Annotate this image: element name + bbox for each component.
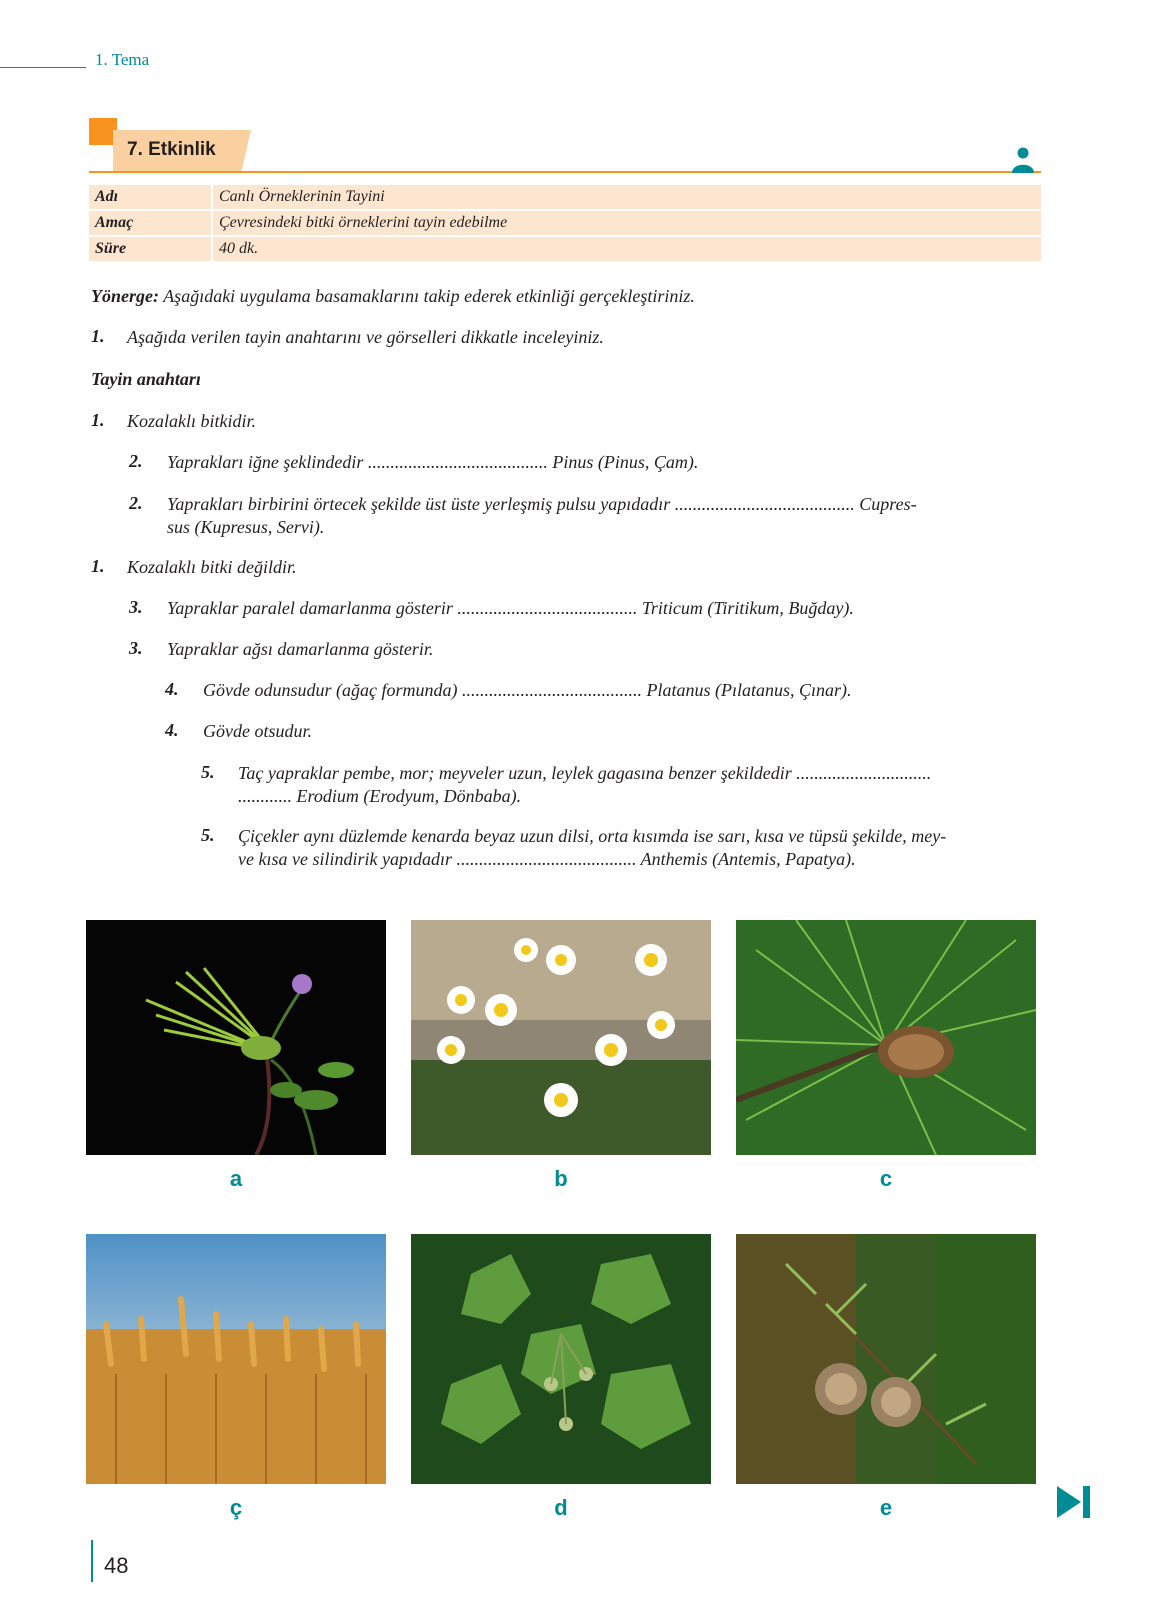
step-number: 1. [91, 326, 105, 346]
activity-marker [89, 118, 117, 145]
step-text: Aşağıda verilen tayin anahtarını ve görselleri dikkatle inceleyiniz. [127, 327, 604, 347]
key-number: 1. [91, 410, 105, 430]
key-text-cont: ............ Erodium (Erodyum, Dönbaba). [238, 786, 522, 806]
key-text: Yaprakları birbirini örtecek şekilde üst üste yerleşmiş pulsu yapıdadır ........................................ Cupres- [167, 494, 917, 514]
image-label-d: d [554, 1495, 568, 1520]
directive: Yönerge: Aşağıdaki uygulama basamaklarını takip ederek etkinliği gerçekleştiriniz. [91, 286, 695, 306]
key-text: Gövde otsudur. [203, 721, 312, 741]
key-text: Gövde odunsudur (ağaç formunda) ........................................ Platanus (Pılatanus, Çınar). [203, 680, 852, 700]
photo-erodium [86, 920, 386, 1155]
info-value: Çevresindeki bitki örneklerini tayin edebilme [219, 214, 508, 231]
photo-chamomile [411, 920, 711, 1155]
photo-cypress [736, 1234, 1036, 1484]
key-number: 3. [129, 638, 143, 658]
key-text: Yapraklar ağsı damarlanma gösterir. [167, 639, 434, 659]
info-value: Canlı Örneklerinin Tayini [219, 188, 385, 205]
activity-info-table [89, 185, 1041, 263]
key-number: 2. [129, 451, 143, 471]
key-text: Kozalaklı bitki değildir. [127, 557, 297, 577]
info-value: 40 dk. [219, 240, 259, 257]
info-key: Amaç [89, 211, 213, 235]
key-number: 5. [201, 825, 215, 845]
photo-wheat [86, 1234, 386, 1484]
activity-title: 7. Etkinlik [127, 139, 216, 160]
key-number: 3. [129, 597, 143, 617]
key-text: Yapraklar paralel damarlanma gösterir ........................................ Triticum (Tiritikum, Buğday). [167, 598, 854, 618]
image-label-b: b [554, 1166, 568, 1191]
individual-work-icon [1011, 147, 1035, 173]
image-label-a: a [229, 1166, 243, 1191]
next-page-icon[interactable] [1057, 1486, 1091, 1518]
key-text: Çiçekler aynı düzlemde kenarda beyaz uzun dilsi, orta kısımda ise sarı, kısa ve tüpsü şekilde, mey- [238, 826, 947, 846]
info-row-name [89, 185, 1041, 209]
image-label-e: e [879, 1495, 893, 1520]
key-number: 4. [165, 720, 179, 740]
activity-rule [89, 171, 1041, 173]
key-number: 4. [165, 679, 179, 699]
key-text-cont: ve kısa ve silindirik yapıdadır ........................................ Anthemis (Antemis, Papatya). [238, 849, 856, 869]
info-row-purpose [89, 211, 1041, 235]
photo-plane-tree [411, 1234, 711, 1484]
key-number: 1. [91, 556, 105, 576]
key-text: Taç yapraklar pembe, mor; meyveler uzun, leylek gagasına benzer şekildedir .............................. [238, 763, 932, 783]
key-text-cont: sus (Kupresus, Servi). [167, 517, 325, 537]
key-number: 2. [129, 493, 143, 513]
key-text: Yaprakları iğne şeklindedir ........................................ Pinus (Pinus, Çam). [167, 452, 699, 472]
header-rule [0, 67, 86, 68]
page-number: 48 [104, 1553, 129, 1578]
info-row-duration [89, 237, 1041, 261]
info-key: Adı [89, 185, 213, 209]
info-key: Süre [89, 237, 213, 261]
photo-pine [736, 920, 1036, 1155]
image-label-c-cedilla: ç [229, 1495, 243, 1520]
key-text: Kozalaklı bitkidir. [127, 411, 257, 431]
theme-label: 1. Tema [95, 50, 150, 69]
directive-text: Aşağıdaki uygulama basamaklarını takip ederek etkinliği gerçekleştiriniz. [163, 286, 695, 306]
directive-label: Yönerge [91, 286, 153, 306]
key-title: Tayin anahtarı [91, 369, 201, 389]
key-number: 5. [201, 762, 215, 782]
image-label-c: c [879, 1166, 893, 1191]
page-number-rule [91, 1540, 93, 1582]
